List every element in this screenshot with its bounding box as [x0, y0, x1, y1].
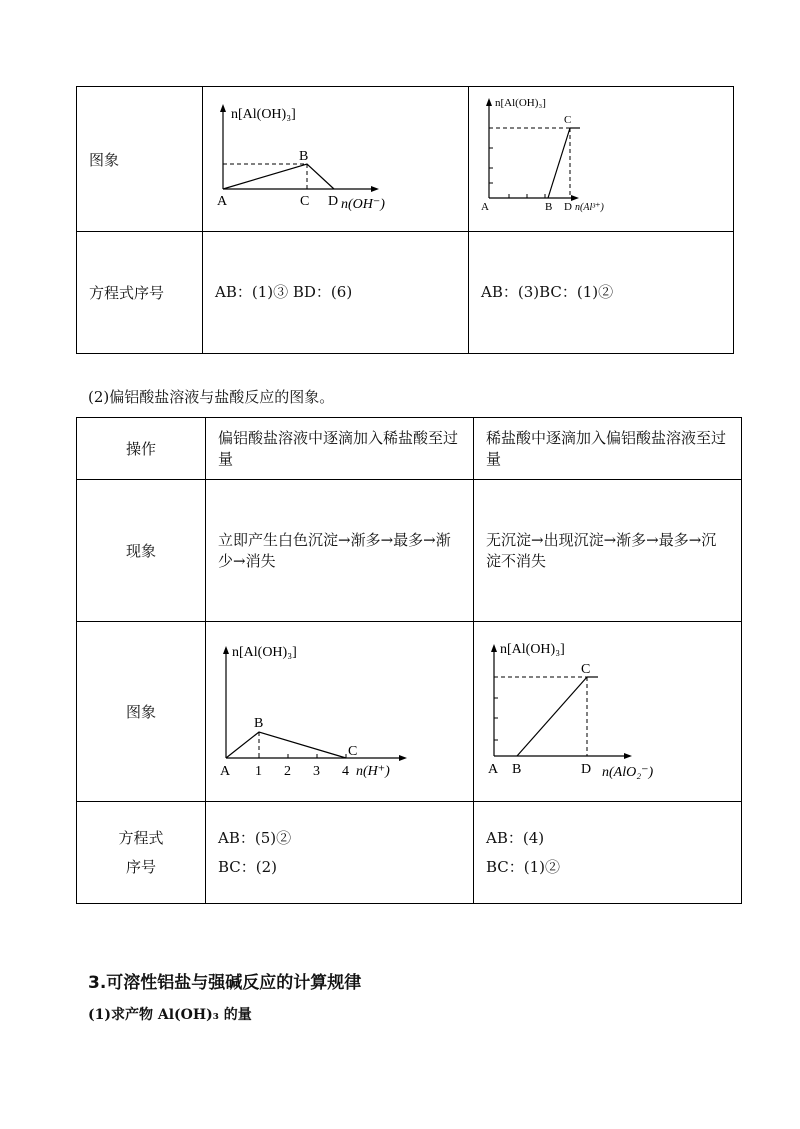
section-2-title: (2)偏铝酸盐溶液与盐酸反应的图象。: [88, 388, 335, 406]
table-aluminate-acid: [76, 417, 742, 904]
graph-aluminate-into-acid: [474, 623, 740, 801]
point-label-d: D: [581, 761, 592, 777]
equation-cell: [206, 802, 474, 904]
point-label-c: C: [348, 743, 358, 759]
row-label-equation-line2: 序号: [125, 857, 156, 876]
operation-cell: 稀盐酸中逐滴加入偏铝酸盐溶液至过量: [474, 418, 742, 480]
row-label-graph: 图象: [77, 622, 206, 802]
row-label-equation-line1: 方程式: [118, 828, 164, 847]
tick-label-4: 4: [342, 763, 349, 779]
row-label-phenomenon: 现象: [77, 480, 206, 622]
section-3-subheading: (1)求产物 Al(OH)₃ 的量: [88, 1007, 252, 1023]
x-axis-label: n(H⁺): [356, 763, 390, 779]
point-label-b: B: [512, 761, 522, 777]
operation-cell: 偏铝酸盐溶液中逐滴加入稀盐酸至过量: [206, 418, 474, 480]
x-axis-label: n(AlO₂⁻): [602, 764, 654, 780]
point-label-a: A: [481, 200, 489, 213]
equation-bc: BC：(1)②: [486, 857, 561, 876]
equation-ab: AB：(4): [486, 828, 545, 847]
point-label-c: C: [300, 193, 310, 209]
point-label-d: D: [564, 200, 572, 213]
y-axis-label: n[Al(OH)₃]: [232, 644, 297, 660]
point-label-c: C: [564, 113, 572, 126]
table-row: [77, 802, 742, 904]
row-label-graph: 图象: [77, 87, 203, 232]
graph-cell-aluminum-into-alkali: [469, 87, 734, 232]
tick-label-1: 1: [255, 763, 262, 779]
x-axis-label: n(Al³⁺): [575, 201, 604, 213]
phenomenon-cell: 无沉淀→出现沉淀→渐多→最多→沉淀不消失: [474, 480, 742, 622]
graph-aluminum-into-alkali: [469, 88, 732, 231]
table-aluminum-salt-alkali: [76, 86, 734, 354]
graph-cell-acid-into-aluminate: [206, 622, 474, 802]
table-row: [77, 418, 742, 480]
graph-cell-aluminate-into-acid: [474, 622, 742, 802]
equation-ab: AB：(5)②: [218, 828, 292, 847]
tick-label-2: 2: [284, 763, 291, 779]
tick-label-3: 3: [313, 763, 320, 779]
graph-cell-alkali-into-aluminum: [203, 87, 469, 232]
graph-acid-into-aluminate: [206, 623, 472, 801]
equation-cell: AB：(3)BC：(1)②: [469, 232, 734, 354]
equation-bc: BC：(2): [218, 857, 278, 876]
table-row: [77, 622, 742, 802]
point-label-b: B: [254, 715, 264, 731]
point-label-d: D: [328, 193, 339, 209]
x-axis-label: n(OH⁻): [341, 196, 385, 212]
section-3-heading: 3.可溶性铝盐与强碱反应的计算规律: [88, 973, 362, 993]
y-axis-label: n[Al(OH)₃]: [500, 641, 565, 657]
table-row: [77, 87, 734, 232]
row-label-operation: 操作: [77, 418, 206, 480]
table-row: [77, 232, 734, 354]
point-label-a: A: [220, 763, 231, 779]
table-row: [77, 480, 742, 622]
point-label-a: A: [488, 761, 499, 777]
y-axis-label: n[Al(OH)₃]: [231, 106, 296, 122]
equation-cell: [474, 802, 742, 904]
equation-cell: AB：(1)③ BD：(6): [203, 232, 469, 354]
phenomenon-cell: 立即产生白色沉淀→渐多→最多→渐少→消失: [206, 480, 474, 622]
point-label-c: C: [581, 661, 591, 677]
y-axis-label: n[Al(OH)₃]: [495, 96, 546, 109]
row-label-equation: [77, 802, 206, 904]
row-label-equation: 方程式序号: [77, 232, 203, 354]
point-label-b: B: [299, 148, 309, 164]
point-label-b: B: [545, 200, 553, 213]
graph-alkali-into-aluminum: [203, 88, 467, 231]
point-label-a: A: [217, 193, 228, 209]
